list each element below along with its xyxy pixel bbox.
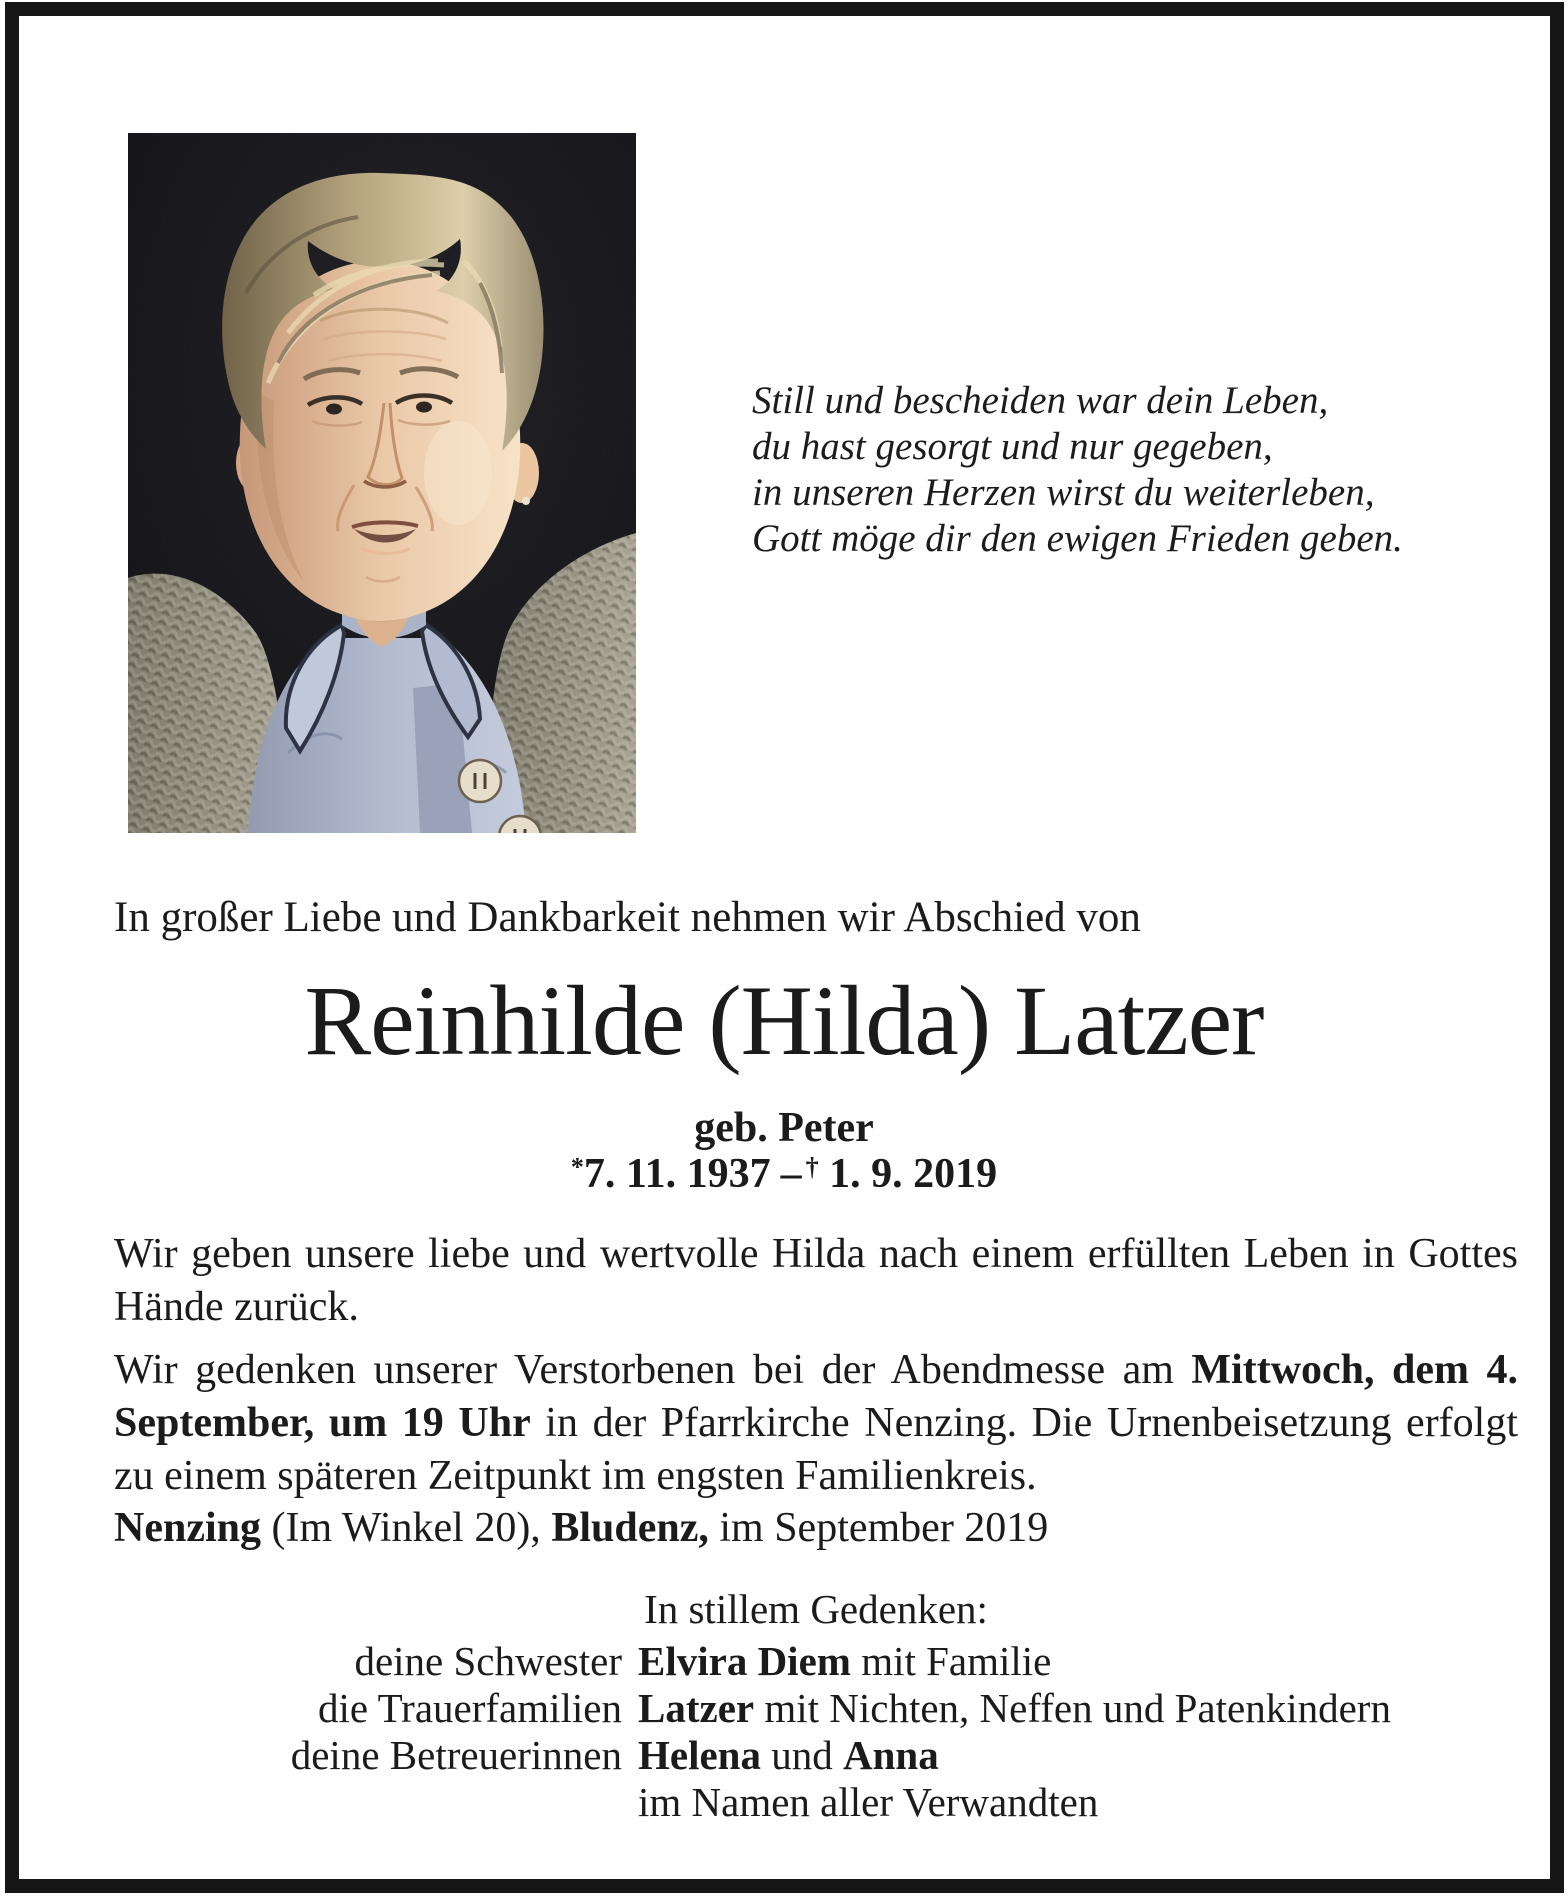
mourner-relation: deine Betreuerinnen <box>290 1732 622 1778</box>
place-address: (Im Winkel 20), <box>261 1505 552 1551</box>
mourner-relation: die Trauerfamilien <box>317 1685 622 1731</box>
death-dagger-symbol: † <box>805 1152 819 1182</box>
place-date-line <box>114 1504 1518 1552</box>
mourner-name-bold: Elvira Diem <box>638 1638 851 1684</box>
place-nenzing: Nenzing <box>114 1505 261 1551</box>
mourner-row <box>114 1779 1518 1826</box>
poem-line: du hast gesorgt und nur gegeben, <box>752 425 1273 468</box>
poem-line: Still und bescheiden war dein Leben, <box>752 379 1329 422</box>
place-bludenz: Bludenz, <box>551 1505 709 1551</box>
dates-separator: – <box>780 1151 802 1197</box>
death-date: 1. 9. 2019 <box>829 1151 998 1197</box>
paragraph-service-info <box>114 1344 1518 1503</box>
mourner-name-bold: Anna <box>842 1732 939 1778</box>
life-dates <box>0 1150 1568 1198</box>
mourner-name <box>638 1732 939 1779</box>
service-text-pre: Wir gedenken unserer Verstorbenen bei der Abendmesse am <box>114 1347 1192 1393</box>
mourner-row <box>114 1732 1518 1779</box>
maiden-name: geb. Peter <box>694 1105 874 1151</box>
woman-portrait-illustration <box>128 133 636 833</box>
service-text-post: in der Pfarrkirche Nenzing. Die Urnenbeisetzung erfolgt zu einem späteren Zeitpunkt im engsten Familienkreis. <box>114 1400 1519 1499</box>
birth-star-symbol: * <box>570 1152 584 1182</box>
place-month: im September 2019 <box>708 1505 1049 1551</box>
mourner-name-mid: und <box>760 1732 843 1778</box>
portrait-photo <box>128 133 636 833</box>
mourner-name-bold: Helena <box>638 1732 761 1778</box>
mourner-relation <box>114 1779 622 1826</box>
poem-line: in unseren Herzen wirst du weiterleben, <box>752 471 1375 514</box>
mourner-row <box>114 1685 1518 1732</box>
memorial-heading: In stillem Gedenken: <box>644 1586 988 1632</box>
paragraph-farewell-text: Wir geben unsere liebe und wertvolle Hilda nach einem erfüllten Leben in Gottes Hände zurück. <box>114 1231 1518 1330</box>
memorial-poem <box>752 378 1452 562</box>
mourner-name-rest: mit Nichten, Neffen und Patenkindern <box>754 1685 1391 1731</box>
farewell-line: In großer Liebe und Dankbarkeit nehmen wir Abschied von <box>114 894 1141 941</box>
mourners-list <box>114 1638 1518 1826</box>
mourner-name <box>638 1638 1051 1685</box>
mourner-row <box>114 1638 1518 1685</box>
birth-date: 7. 11. 1937 <box>583 1151 771 1197</box>
mourner-name-bold: Latzer <box>638 1685 755 1731</box>
poem-line: Gott möge dir den ewigen Frieden geben. <box>752 517 1403 560</box>
mourner-name <box>638 1685 1391 1732</box>
mourner-closing: im Namen aller Verwandten <box>638 1779 1099 1825</box>
service-datetime: Mittwoch, dem 4. September, um 19 Uhr <box>114 1347 1518 1446</box>
mourner-relation: deine Schwester <box>354 1638 622 1684</box>
mourner-name-rest: mit Familie <box>850 1638 1052 1684</box>
deceased-name: Reinhilde (Hilda) Latzer <box>304 965 1264 1076</box>
